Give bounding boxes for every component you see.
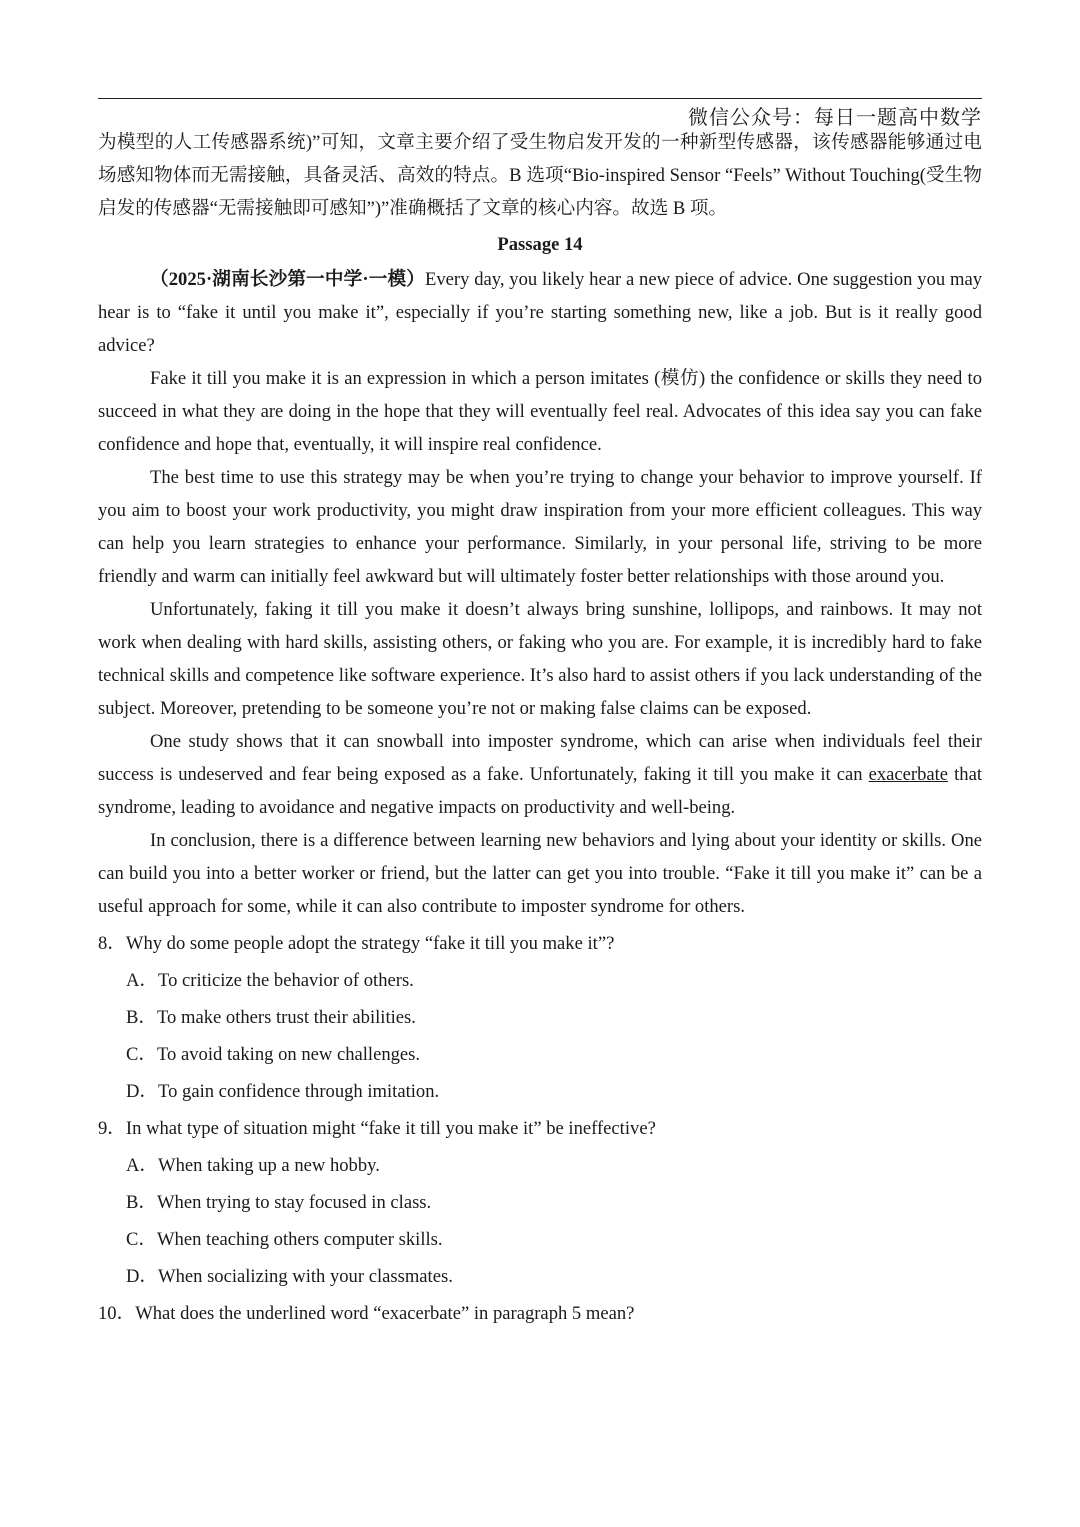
paragraph-1-text: Every day, you likely hear a new piece of advice. One suggestion you may hear is to “fake it until you make it”, especially if you’re starting something new, like a job. But is it really good advice? [98,269,982,356]
passage-source: （2025·湖南长沙第一中学·一模） [150,269,425,290]
question-9-option-a: A．When taking up a new hobby. [126,1155,380,1176]
question-9-option-d: D．When socializing with your classmates. [126,1266,453,1287]
question-9: 9．In what type of situation might “fake it till you make it” be ineffective? [98,1118,656,1139]
paragraph-5 [98,725,982,824]
question-8-option-b: B．To make others trust their abilities. [126,1007,416,1028]
previous-answer-explanation: 为模型的人工传感器系统)”可知，文章主要介绍了受生物启发开发的一种新型传感器，该传感器能够通过电场感知物体而无需接触，具备灵活、高效的特点。B 选项“Bio-inspired Sensor “Feels” Without Touching(受生物启发的传感器“无需接触即可感知”)”准确概括了文章的核心内容。故选 B 项。 [98,132,982,219]
paragraph-3: The best time to use this strategy may be when you’re trying to change your behavior to improve yourself. If you aim to boost your work productivity, you might draw inspiration from your more efficient colleagues. This way can help you learn strategies to enhance your performance. Similarly, in your personal life, striving to be more friendly and warm can initially feel awkward but will ultimately foster better relationships with those around you. [98,467,982,587]
question-8-option-c: C．To avoid taking on new challenges. [126,1044,421,1065]
underlined-word: exacerbate [868,764,949,785]
wechat-header: 微信公众号：每日一题高中数学 [688,105,982,129]
paragraph-4: Unfortunately, faking it till you make it doesn’t always bring sunshine, lollipops, and rainbows. It may not work when dealing with hard skills, assisting others, or faking who you are. For example, it is incredibly hard to fake technical skills and competence like software experience. It’s also hard to assist others if you lack understanding of the subject. Moreover, pretending to be someone you’re not or making false claims can be exposed. [98,599,982,719]
paragraph-5-text-b: that syndrome, leading to avoidance and negative impacts on productivity and well-being. [98,764,982,818]
paragraph-5-text-a: One study shows that it can snowball into imposter syndrome, which can arise when individuals feel their success is undeserved and fear being exposed as a fake. Unfortunately, faking it till you make it can [98,731,982,785]
paragraph-2: Fake it till you make it is an expression in which a person imitates (模仿) the confidence or skills they need to succeed in what they are doing in the hope that they will eventually feel real. Advocates of this idea say you can fake confidence and hope that, eventually, it will inspire real confidence. [98,368,982,455]
paragraph-1 [98,263,982,362]
header-rule [98,98,982,99]
question-8-option-a: A．To criticize the behavior of others. [126,970,414,991]
passage-title: Passage 14 [497,234,583,255]
question-8-option-d: D．To gain confidence through imitation. [126,1081,440,1102]
question-9-option-c: C．When teaching others computer skills. [126,1229,443,1250]
question-9-option-b: B．When trying to stay focused in class. [126,1192,432,1213]
document-content [98,126,982,1332]
question-8: 8．Why do some people adopt the strategy “fake it till you make it”? [98,933,615,954]
paragraph-6: In conclusion, there is a difference between learning new behaviors and lying about your identity or skills. One can build you into a better worker or friend, but the latter can get you into trouble. “Fake it till you make it” can be a useful approach for some, while it can also contribute to imposter syndrome for others. [98,830,982,917]
question-10: 10．What does the underlined word “exacerbate” in paragraph 5 mean? [98,1303,635,1324]
